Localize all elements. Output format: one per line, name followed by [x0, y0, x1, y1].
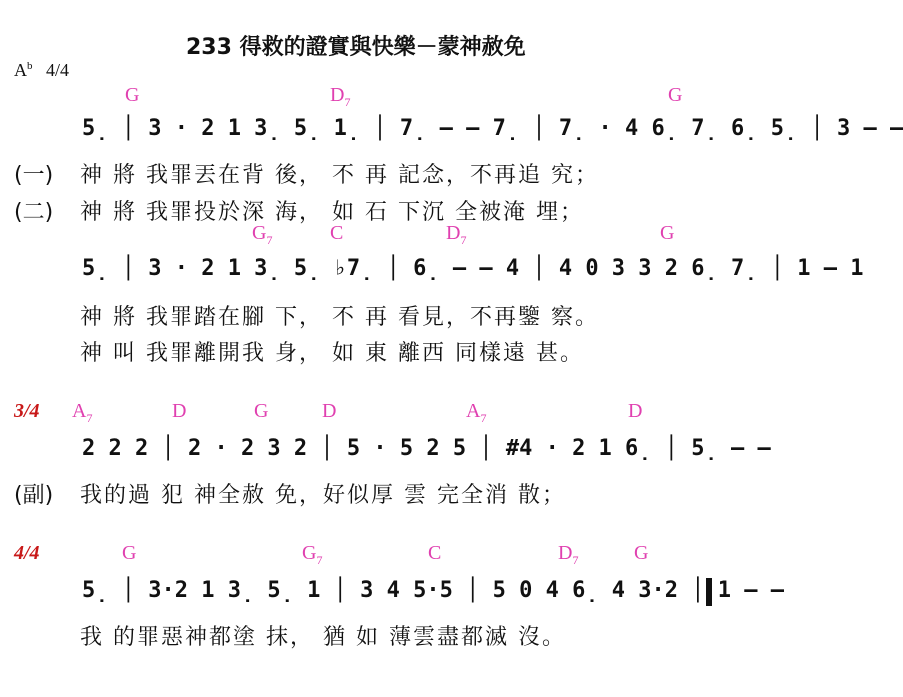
lyric-line: 神 將 我罪投於深 海， 如 石 下沉 全被淹 埋； [80, 200, 584, 225]
notation-line: 5̣ │ 3 · 2 1 3̣ 5̣ 1̣ │ 7̣ – – 7̣ │ 7̣ · 4 6̣ 7̣ 6̣ 5̣ │ 3 – – [82, 116, 903, 141]
chord: D [322, 400, 337, 422]
final-barline [706, 578, 712, 606]
meter-marking: 3/4 [14, 400, 40, 422]
chord: $D_7$ [558, 542, 579, 567]
verse-label: (副) [14, 483, 54, 508]
key-signature [14, 60, 69, 81]
chord: C [330, 222, 344, 244]
key-note: A [14, 60, 27, 80]
chord: D [628, 400, 643, 422]
chord: $D_7$ [446, 222, 467, 247]
chord: $A_7$ [466, 400, 487, 425]
meter-marking: 4/4 [14, 542, 40, 564]
lyric-line: 神 叫 我罪離開我 身， 如 東 離西 同樣遠 甚。 [80, 341, 584, 366]
chord: $A_7$ [72, 400, 93, 425]
notation-line: 5̣ │ 3 · 2 1 3̣ 5̣ ♭7̣ │ 6̣ – – 4 │ 4 0 3 3 2 6̣ 7̣ │ 1 – 1 [82, 256, 864, 281]
chord: G [660, 222, 675, 244]
chord: D [172, 400, 187, 422]
lyric-line: 神 將 我罪丟在背 後， 不 再 記念，不再追 究； [80, 163, 599, 188]
lyric-line: 神 將 我罪踏在腳 下， 不 再 看見，不再鑒 察。 [80, 305, 599, 330]
chord: G [634, 542, 649, 564]
key-accidental: b [27, 60, 33, 72]
time-signature: 4/4 [46, 60, 70, 80]
chord: G [125, 84, 140, 106]
verse-label: (一) [14, 163, 54, 188]
chord: G [254, 400, 269, 422]
lyric-line: 我的過 犯 神全赦 免，好似厚 雲 完全消 散； [80, 483, 566, 508]
chord: G [122, 542, 137, 564]
chord: $D_7$ [330, 84, 351, 109]
notation-line: 2 2 2 │ 2 · 2 3 2 │ 5 · 5 2 5 │ #4 · 2 1 6̣ │ 5̣ – – [82, 436, 771, 461]
chord: $G_7$ [252, 222, 273, 247]
notation-line: 5̣ │ 3·2 1 3̣ 5̣ 1 │ 3 4 5·5 │ 5 0 4 6̣ 4 3·2 │ 1 – – [82, 578, 784, 603]
chord: C [428, 542, 442, 564]
verse-label: (二) [14, 200, 54, 225]
lyric-line: 我 的罪惡神都塗 抹， 猶 如 薄雲盡都滅 沒。 [80, 625, 566, 650]
chord: $G_7$ [302, 542, 323, 567]
song-title: 233 得救的證實與快樂－蒙神赦免 [186, 35, 526, 60]
chord: G [668, 84, 683, 106]
